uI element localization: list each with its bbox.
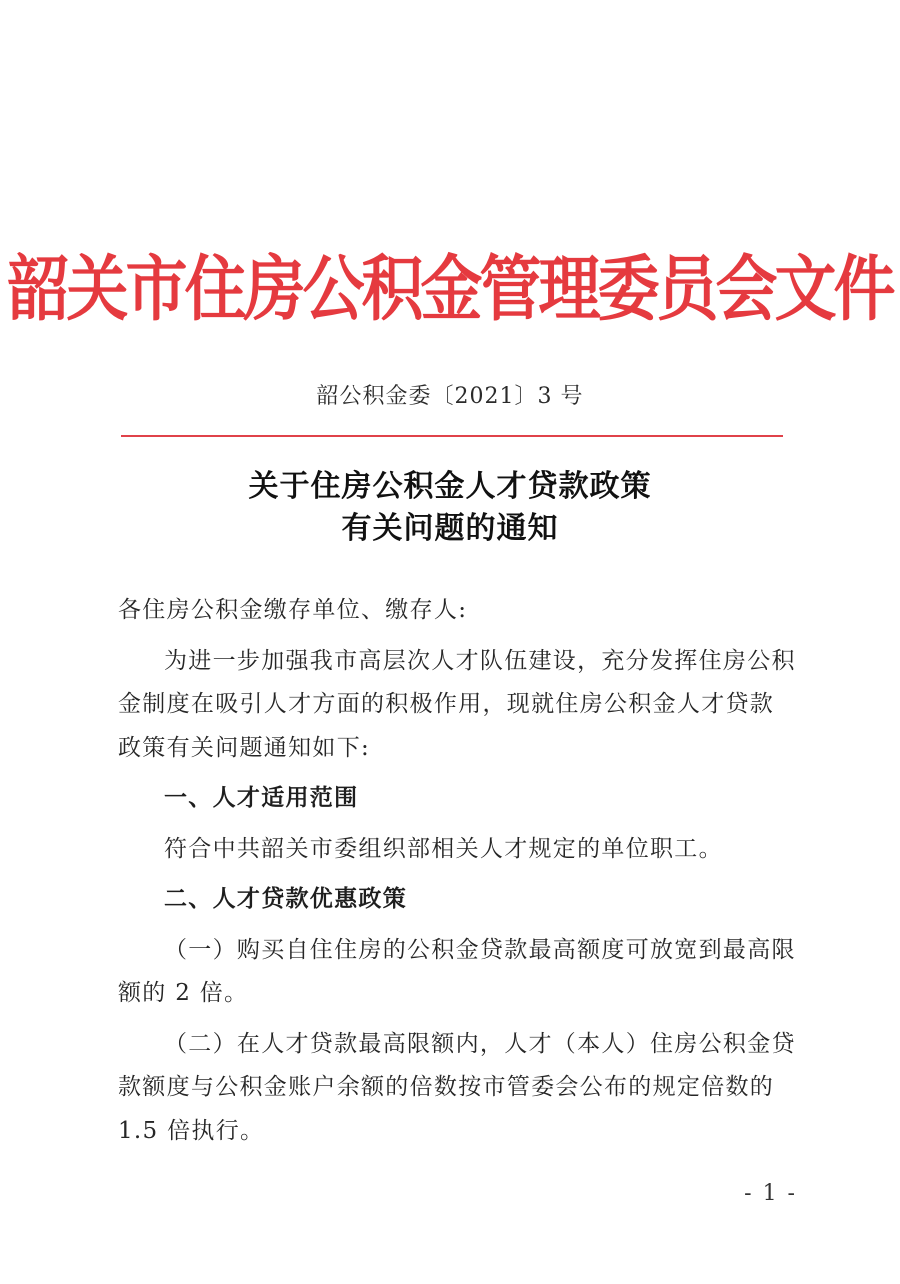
page-number: - 1 - [744, 1181, 797, 1206]
intro-paragraph: 为进一步加强我市高层次人才队伍建设，充分发挥住房公积金制度在吸引人才方面的积极作用，现就住房公积金人才贷款政策有关问题通知如下: [118, 647, 796, 761]
section-1-heading: 一、人才适用范围 [164, 785, 359, 811]
notice-title-line-2: 有关问题的通知 [341, 511, 559, 546]
notice-title [0, 466, 900, 550]
section-2-heading: 二、人才贷款优惠政策 [164, 886, 407, 912]
issuer-header: 韶关市住房公积金管理委员会文件 [7, 246, 893, 331]
notice-body [118, 589, 798, 1153]
notice-title-line-1: 关于住房公积金人才贷款政策 [248, 469, 652, 504]
section-1-text: 符合中共韶关市委组织部相关人才规定的单位职工。 [164, 835, 723, 862]
red-divider-line [121, 435, 783, 437]
document-number: 韶公积金委〔2021〕3 号 [316, 384, 584, 409]
policy-item-1: （一）购买自住住房的公积金贷款最高额度可放宽到最高限额的 2 倍。 [118, 936, 796, 1006]
salutation: 各住房公积金缴存单位、缴存人: [118, 597, 468, 623]
policy-item-2: （二）在人才贷款最高限额内，人才（本人）住房公积金贷款额度与公积金账户余额的倍数按市管委会公布的规定倍数的 1.5 倍执行。 [118, 1030, 796, 1144]
